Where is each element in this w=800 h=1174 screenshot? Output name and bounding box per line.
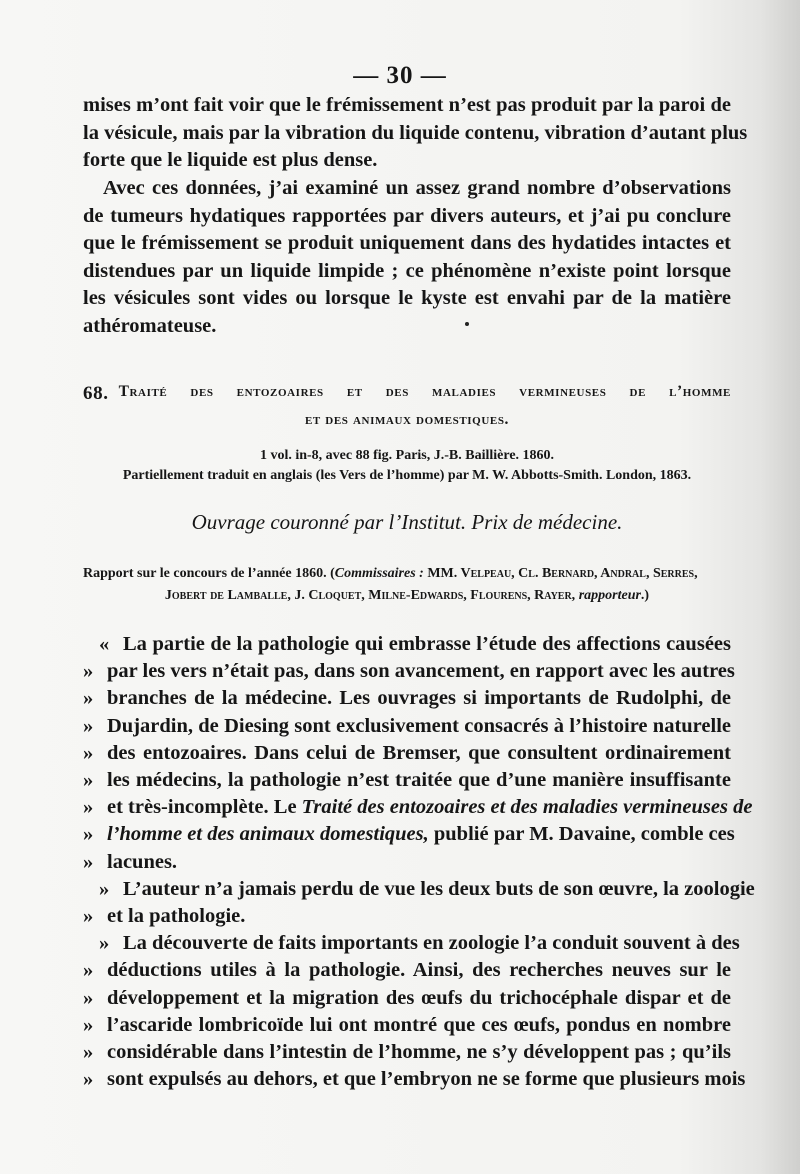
book-title-italic: l’homme et des animaux domestiques, <box>107 823 429 846</box>
quote-line: Dujardin, de Diesing sont exclusivement consacrés à l’histoire naturelle <box>107 714 731 737</box>
quote-line: et la pathologie. <box>107 905 246 928</box>
quote-line <box>107 794 752 821</box>
quote-line: L’auteur n’a jamais perdu de vue les deux buts de son œuvre, la zoologie <box>123 877 755 900</box>
report-quotation <box>83 631 755 1093</box>
continuation-mark: » <box>83 959 94 982</box>
observation-paragraph <box>83 175 731 340</box>
text-line: de tumeurs hydatiques rapportées par divers auteurs, et j’ai pu conclure <box>83 204 731 227</box>
quote-line: branches de la médecine. Les ouvrages si importants de Rudolphi, de <box>107 687 731 710</box>
report-intro: Rapport sur le concours de l’année 1860. ( <box>83 566 335 581</box>
translation-note: Partiellement traduit en anglais (les Vers de l’homme) par M. W. Abbotts-Smith. London, 1863. <box>122 468 692 483</box>
section-title-line-1: Traité des entozoaires et des maladies vermineuses de l’homme <box>118 383 731 400</box>
continuation-mark: » <box>83 1068 94 1091</box>
report-citation <box>83 563 731 607</box>
continuation-mark: » <box>83 769 94 792</box>
text-line: les vésicules sont vides ou lorsque le kyste est envahi par de la matière <box>83 287 731 309</box>
book-title-italic: Traité des entozoaires et des maladies vermineuses de <box>301 796 753 819</box>
continuation-mark: » <box>83 1013 94 1036</box>
quote-line: La partie de la pathologie qui embrasse l’étude des affections causées <box>123 633 731 655</box>
publication-info <box>83 446 731 486</box>
quote-line: sont expulsés au dehors, et que l’embryon ne se forme que plusieurs mois <box>107 1068 746 1091</box>
report-commissaires-label: Commissaires : <box>334 566 424 581</box>
section-title-line-2: et des animaux domestiques. <box>304 411 510 428</box>
text-line: athéromateuse. <box>83 314 217 337</box>
continuation-mark: » <box>99 932 110 955</box>
award-line: Ouvrage couronné par l’Institut. Prix de médecine. <box>191 510 623 534</box>
quote-line-part: publié par M. Davaine, comble ces <box>428 823 735 846</box>
text-line: forte que le liquide est plus dense. <box>83 149 378 171</box>
quote-line: considérable dans l’intestin de l’homme, ne s’y développent pas ; qu’ils <box>107 1041 731 1064</box>
quote-line-part: et très-incomplète. Le <box>107 796 302 819</box>
quote-line: déductions utiles à la pathologie. Ainsi, des recherches neuves sur le <box>107 959 731 982</box>
report-end: .) <box>640 588 650 603</box>
continuation-mark: » <box>83 905 94 928</box>
continuation-mark: » <box>83 741 94 764</box>
text-line: que le frémissement se produit uniquement dans des hydatides intactes et <box>83 232 731 254</box>
quote-line: développement et la migration des œufs du trichocéphale dispar et de <box>107 986 731 1009</box>
quote-line: les médecins, la pathologie n’est traitée que d’une manière insuffisante <box>107 769 731 792</box>
continuation-paragraph <box>83 92 748 175</box>
quote-line: La découverte de faits importants en zoologie l’a conduit souvent à des <box>123 932 740 955</box>
quote-line: lacunes. <box>107 850 178 873</box>
section-number: 68. <box>83 383 109 404</box>
report-rapporteur-label: rapporteur <box>578 588 641 603</box>
text-line: distendues par un liquide limpide ; ce phénomène n’existe point lorsque <box>83 259 731 282</box>
text-line: Avec ces données, j’ai examiné un assez grand nombre d’observations <box>103 177 731 199</box>
quote-line: par les vers n’était pas, dans son avancement, en rapport avec les autres <box>107 660 735 683</box>
continuation-mark: » <box>99 877 110 900</box>
open-quote-mark: « <box>99 633 110 655</box>
continuation-mark: » <box>83 986 94 1009</box>
section-heading <box>83 383 731 429</box>
continuation-mark: » <box>83 660 94 683</box>
continuation-mark: » <box>83 687 94 710</box>
report-names-1: MM. Velpeau, Cl. Bernard, Andral, Serres, <box>423 566 698 581</box>
quote-line: l’ascaride lombricoïde lui ont montré que ces œufs, pondus en nombre <box>107 1013 731 1036</box>
continuation-mark: » <box>83 714 94 737</box>
ink-speck <box>465 322 469 326</box>
quote-line: des entozoaires. Dans celui de Bremser, que consultent ordinairement <box>107 741 731 764</box>
report-names-2: Jobert de Lamballe, J. Cloquet, Milne-Edwards, Flourens, Rayer, <box>164 588 579 603</box>
page-number: — 30 — <box>353 62 447 89</box>
continuation-mark: » <box>83 1041 94 1064</box>
text-line: la vésicule, mais par la vibration du liquide contenu, vibration d’autant plus <box>83 121 748 144</box>
publication-details: 1 vol. in-8, avec 88 fig. Paris, J.-B. Baillière. 1860. <box>259 448 555 463</box>
continuation-mark: » <box>83 850 94 873</box>
continuation-mark: » <box>83 796 94 819</box>
text-line: mises m’ont fait voir que le frémissement n’est pas produit par la paroi de <box>83 94 731 116</box>
quote-line <box>107 821 735 848</box>
continuation-mark: » <box>83 823 94 846</box>
